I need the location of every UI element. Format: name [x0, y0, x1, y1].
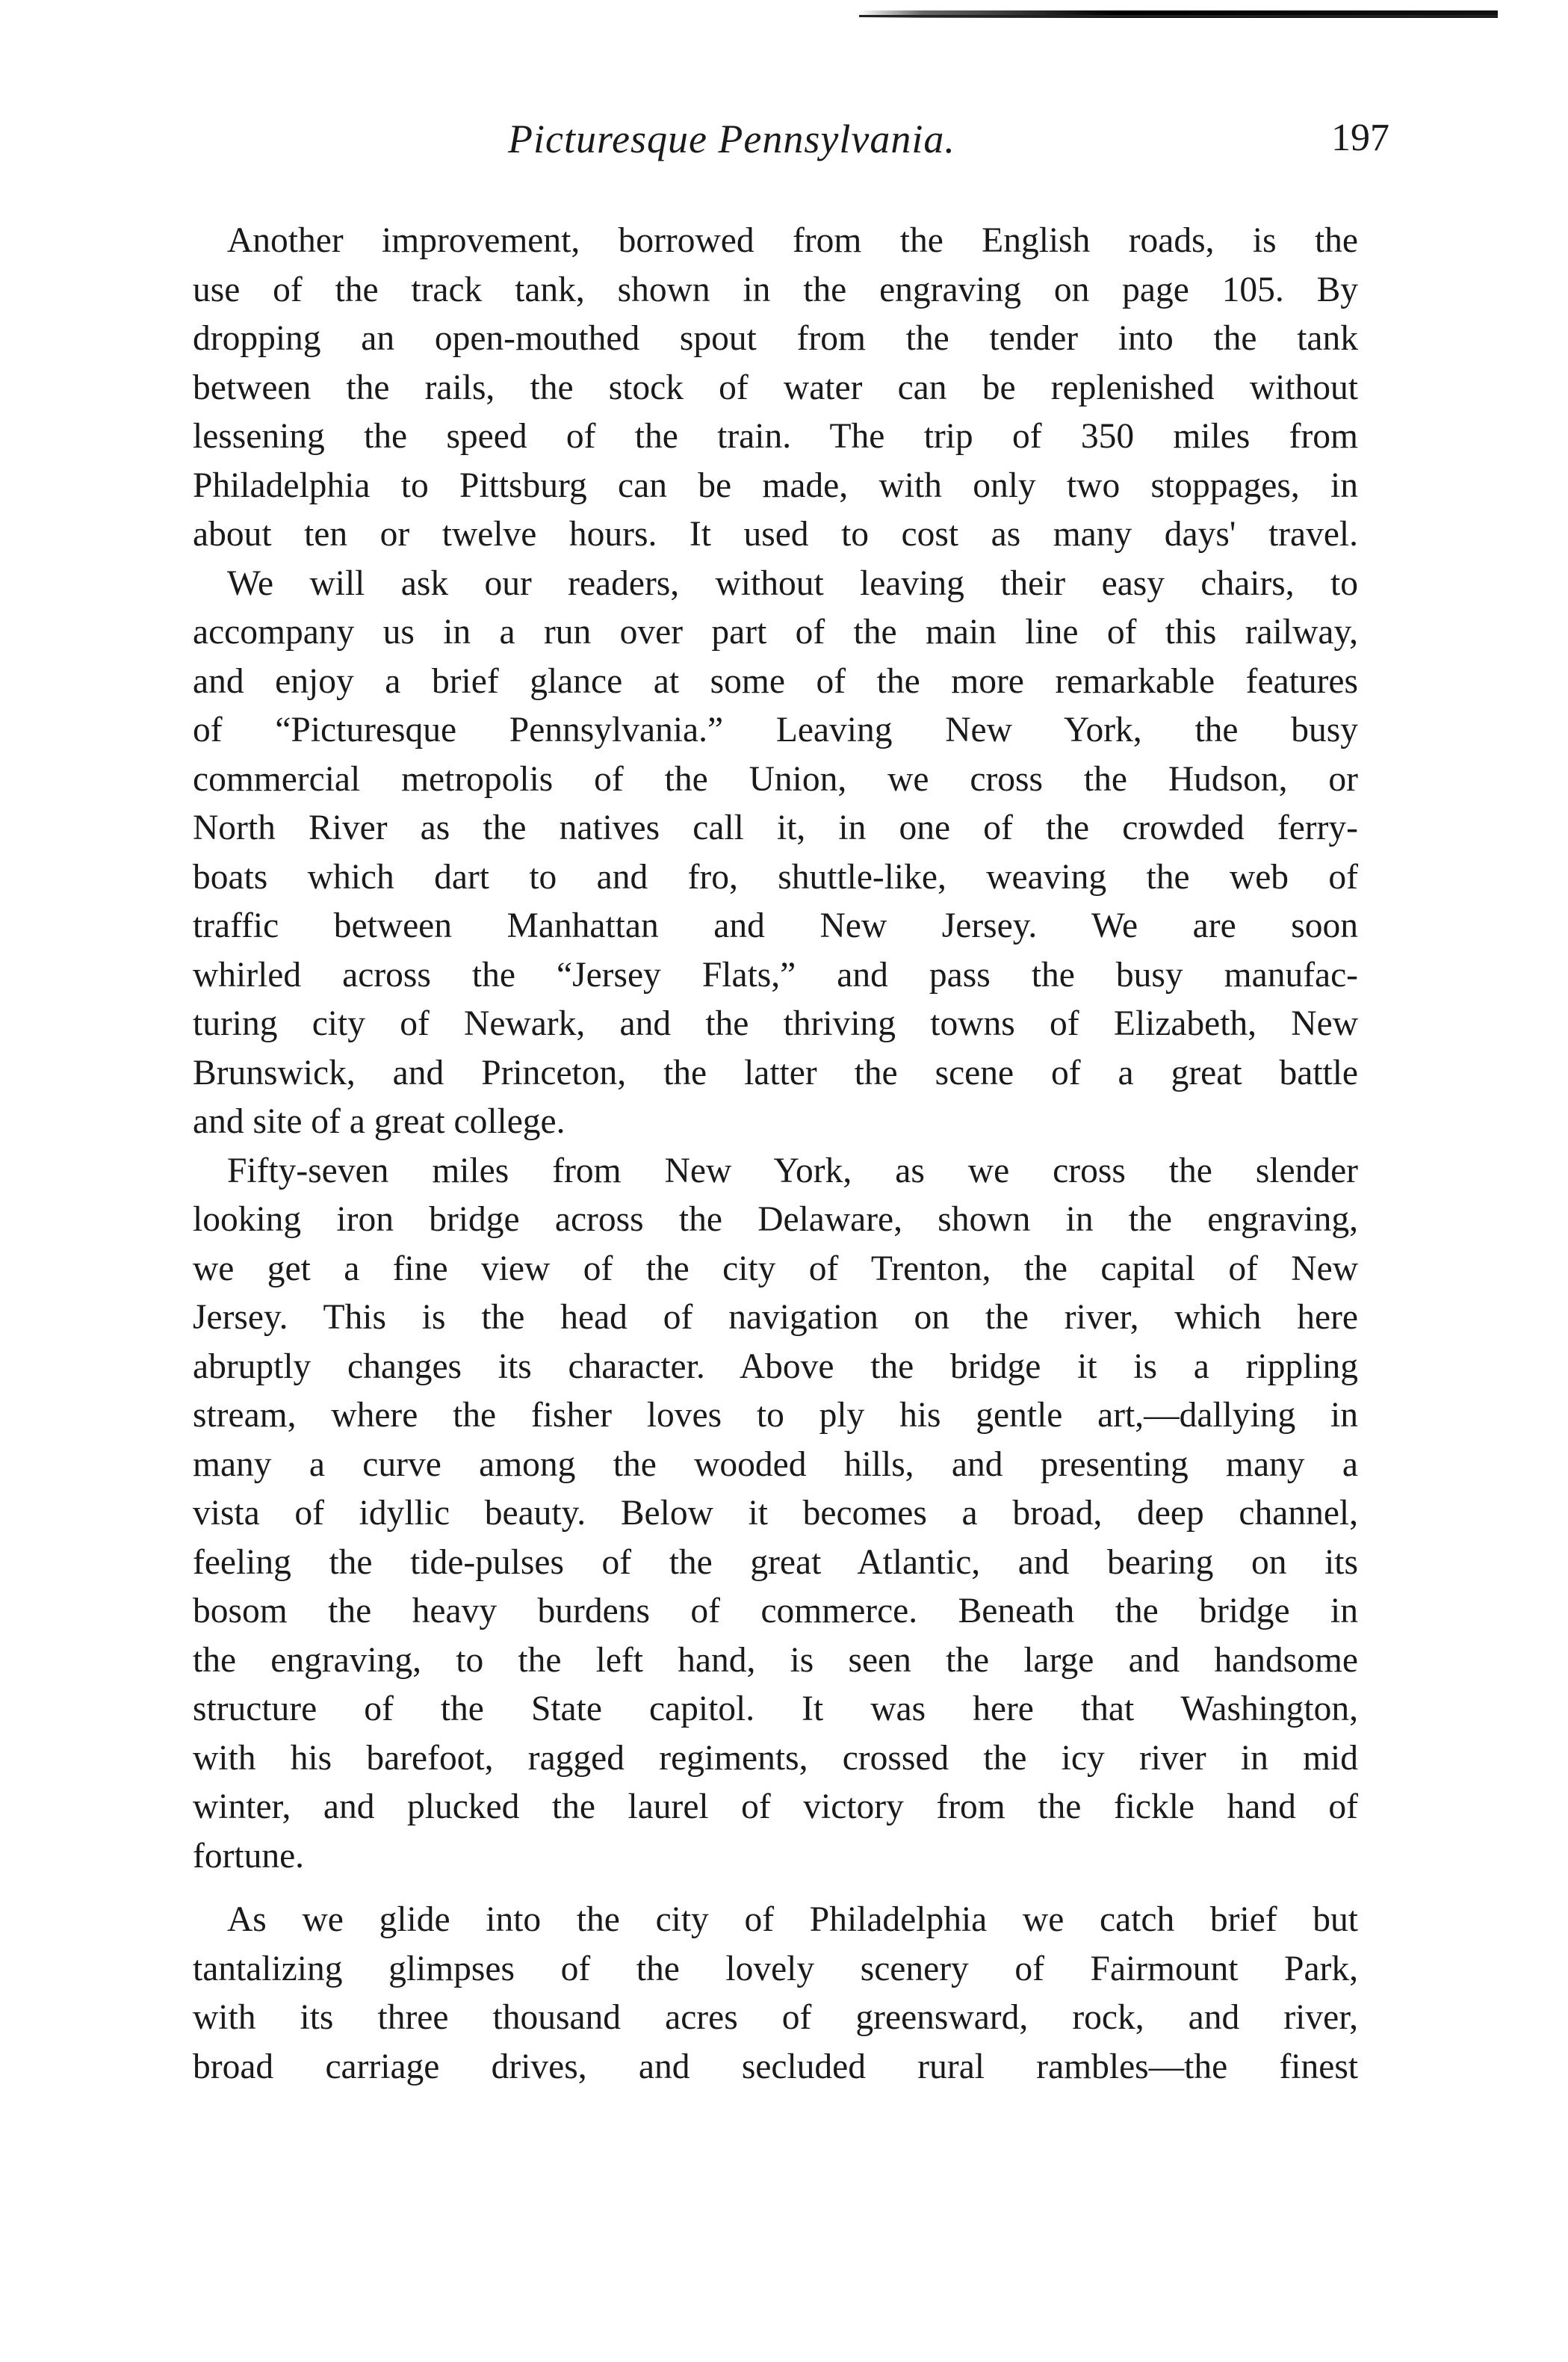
text-line: stream, where the fisher loves to ply his gentle art,—dallying in	[193, 1396, 1358, 1435]
text-line: Philadelphia to Pittsburg can be made, with only two stoppages, in	[193, 466, 1358, 505]
running-title: Picturesque Pennsylvania.	[508, 117, 955, 161]
text-line: boats which dart to and fro, shuttle-like, weaving the web of	[193, 857, 1358, 897]
top-edge-rule-line	[859, 15, 1498, 17]
text-line: commercial metropolis of the Union, we cross the Hudson, or	[193, 759, 1358, 799]
text-line: accompany us in a run over part of the main line of this railway,	[193, 613, 1358, 652]
paragraph-2	[193, 560, 1358, 1147]
text-line: Fifty-seven miles from New York, as we cross the slender	[227, 1151, 1358, 1190]
text-line: Brunswick, and Princeton, the latter the scene of a great battle	[193, 1053, 1358, 1092]
text-line: We will ask our readers, without leaving their easy chairs, to	[227, 563, 1358, 603]
text-line: we get a fine view of the city of Trenton, the capital of New	[193, 1249, 1358, 1288]
text-line: looking iron bridge across the Delaware, shown in the engraving,	[193, 1200, 1358, 1239]
body-text	[193, 217, 1358, 2092]
text-line: lessening the speed of the train. The trip of 350 miles from	[193, 417, 1358, 456]
text-line: use of the track tank, shown in the engraving on page 105. By	[193, 270, 1358, 309]
page-number: 197	[1331, 117, 1389, 159]
text-line: dropping an open-mouthed spout from the tender into the tank	[193, 319, 1358, 358]
text-line: about ten or twelve hours. It used to cost as many days' travel.	[193, 515, 1358, 554]
text-line: of “Picturesque Pennsylvania.” Leaving New York, the busy	[193, 711, 1358, 749]
text-line: Jersey. This is the head of navigation on the river, which here	[193, 1298, 1358, 1337]
text-line: bosom the heavy burdens of commerce. Beneath the bridge in	[193, 1592, 1358, 1630]
running-head	[194, 116, 1389, 183]
text-line: feeling the tide-pulses of the great Atlantic, and bearing on its	[193, 1542, 1358, 1582]
text-line: and enjoy a brief glance at some of the more remarkable features	[193, 661, 1358, 701]
text-line: Another improvement, borrowed from the English roads, is the	[227, 221, 1358, 260]
text-line: fortune.	[193, 1836, 305, 1876]
text-line: with its three thousand acres of greensward, rock, and river,	[193, 1998, 1358, 2037]
text-line: As we glide into the city of Philadelphia we catch brief but	[227, 1900, 1358, 1939]
text-line: whirled across the “Jersey Flats,” and pass the busy manufac-	[193, 955, 1358, 995]
paragraph-3	[193, 1147, 1358, 1882]
text-line: vista of idyllic beauty. Below it becomes a broad, deep channel,	[193, 1494, 1358, 1533]
text-line: with his barefoot, ragged regiments, crossed the icy river in mid	[193, 1738, 1358, 1778]
text-line: structure of the State capitol. It was here that Washington,	[193, 1689, 1358, 1728]
text-line: turing city of Newark, and the thriving towns of Elizabeth, New	[193, 1004, 1358, 1043]
paragraph-1	[193, 217, 1358, 560]
text-line: many a curve among the wooded hills, and presenting many a	[193, 1444, 1358, 1484]
text-line: winter, and plucked the laurel of victory from the fickle hand of	[193, 1787, 1358, 1826]
text-line: North River as the natives call it, in one of the crowded ferry-	[193, 809, 1358, 847]
text-line: abruptly changes its character. Above the bridge it is a rippling	[193, 1347, 1358, 1386]
text-line: and site of a great college.	[193, 1102, 565, 1141]
text-line: tantalizing glimpses of the lovely scenery of Fairmount Park,	[193, 1949, 1358, 1988]
text-line: between the rails, the stock of water can be replenished without	[193, 368, 1358, 407]
text-line: the engraving, to the left hand, is seen the large and handsome	[193, 1640, 1358, 1680]
paragraph-4	[193, 1896, 1358, 2092]
text-line: traffic between Manhattan and New Jersey. We are soon	[193, 906, 1358, 945]
text-line: broad carriage drives, and secluded rural rambles—the finest	[193, 2047, 1358, 2086]
